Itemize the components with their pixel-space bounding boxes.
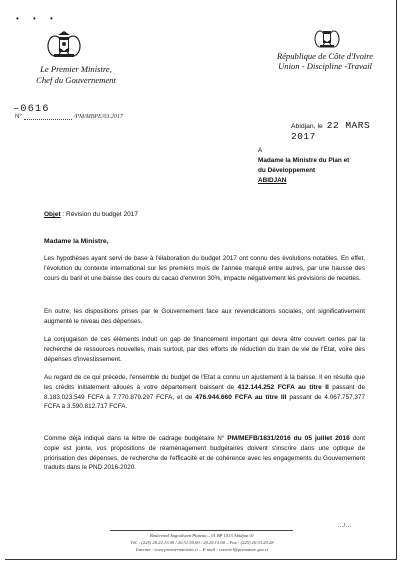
continuation-mark: …/… <box>337 522 352 529</box>
paragraph-2: En outre, les dispositions prises par le Gouvernement face aux revendications sociales, ont significativement augmenté le niveau des dépenses. <box>44 308 365 325</box>
subject-text: Révision du budget 2017 <box>66 211 138 218</box>
date-stamp: 22 MARS 2017 <box>291 120 371 142</box>
p4-text-a: Au regard de ce qui précède, l'ensemble du budget de l'Etat a connu un ajustement à la baisse. Il en résulte que les crédits initialement alloués à votre département baissent de <box>44 374 365 391</box>
dateline <box>291 120 396 142</box>
paragraph-1: Les hypothèses ayant servi de base à l'élaboration du budget 2017 ont connu des évolutions notables. En effet, l'évolution du contexte international sur les premiers mois de l'année marqué entre autres, par une hausse des cours du baril et une baisse des cours du cacao d'environ 30%, impacte négativement les prévisions de recettes. <box>44 255 365 282</box>
country-motto: Union - Discipline -Travail <box>278 61 372 71</box>
reference-prefix: N° <box>15 114 22 120</box>
footer-divider <box>110 530 293 531</box>
reference-number: –0616 <box>13 103 50 115</box>
p4-amount-titre-2: 412.144.252 FCFA au titre II <box>237 383 329 391</box>
p4-text-d: passant de 4.067.757.377 FCFA à 3.590.812.717 FCFA. <box>44 393 365 411</box>
p4-amount-titre-3: 476.944.660 FCFA au titre III <box>195 393 287 401</box>
p5-letter-ref: PM/MEFB/1831/2016 du 05 juillet 2016 <box>227 435 350 442</box>
dateline-place: Abidjan, le <box>291 123 323 130</box>
letter-page <box>5 0 397 560</box>
salutation: Madame la Ministre, <box>44 238 109 245</box>
reference-code: /PM/MBPE/03.2017 <box>73 114 123 120</box>
recipient-line2: du Développement <box>258 167 316 174</box>
paragraph-5 <box>44 434 365 473</box>
p4-text-c: passant de 8.183.023.549 FCFA à 7.770.879.297 FCFA, et de <box>44 383 365 401</box>
recipient-a: A <box>258 147 263 154</box>
footer-address: Boulevard Angoulvant Plateau – 01 BP 1533 Abidjan 01 <box>149 533 255 538</box>
footer-phone: Tél. : (225) 20.22.13.00 / 20.31.50.00 / 20.25.13.00 – Fax : (225) 20.33.20.28 <box>130 540 274 545</box>
sender-title <box>21 64 131 86</box>
subject-line <box>44 211 138 218</box>
coat-of-arms-emblem <box>44 30 84 60</box>
republic-emblem <box>312 26 342 50</box>
reference-line <box>15 114 123 120</box>
country-name: République de Côte d'Ivoire <box>276 51 374 61</box>
recipient-city: ABIDJAN <box>258 177 287 184</box>
p5-text-a: Comme déjà indiqué dans la lettre de cadrage budgétaire N° <box>44 435 228 442</box>
paragraph-4 <box>44 373 365 412</box>
paragraph-3: La conjugaison de ces éléments induit un gap de financement important qui devra être couvert certes par la recherche de ressources nouvelles, mais surtout, par des efforts de réduction du train de vie de l'Etat, voire des dépenses d'investissement. <box>44 336 365 363</box>
subject-label: Objet <box>44 211 61 218</box>
sender-title-line1: Le Premier Ministre, <box>40 64 112 74</box>
subject-sep: : <box>60 211 67 218</box>
reference-rule <box>24 114 72 120</box>
footer-web: Internet : www.premierministre.ci – E-mail : courriel@primature.gov.ci <box>135 547 269 552</box>
republic-header <box>255 51 395 71</box>
scan-marks: • • • <box>16 14 59 23</box>
p5-text-c: dont copie est jointe, vos propositions de réaménagement budgétaires doivent s'inscrire dans une optique de priorisation des dépenses, de recherche de l'efficacité et de cohérence avec les engagements du Gouvernement traduits dans le PND 2016-2020. <box>44 435 365 472</box>
recipient-line1: Madame la Ministre du Plan et <box>258 157 350 164</box>
recipient-block <box>258 146 349 186</box>
sender-title-line2: Chef du Gouvernement <box>36 75 116 85</box>
